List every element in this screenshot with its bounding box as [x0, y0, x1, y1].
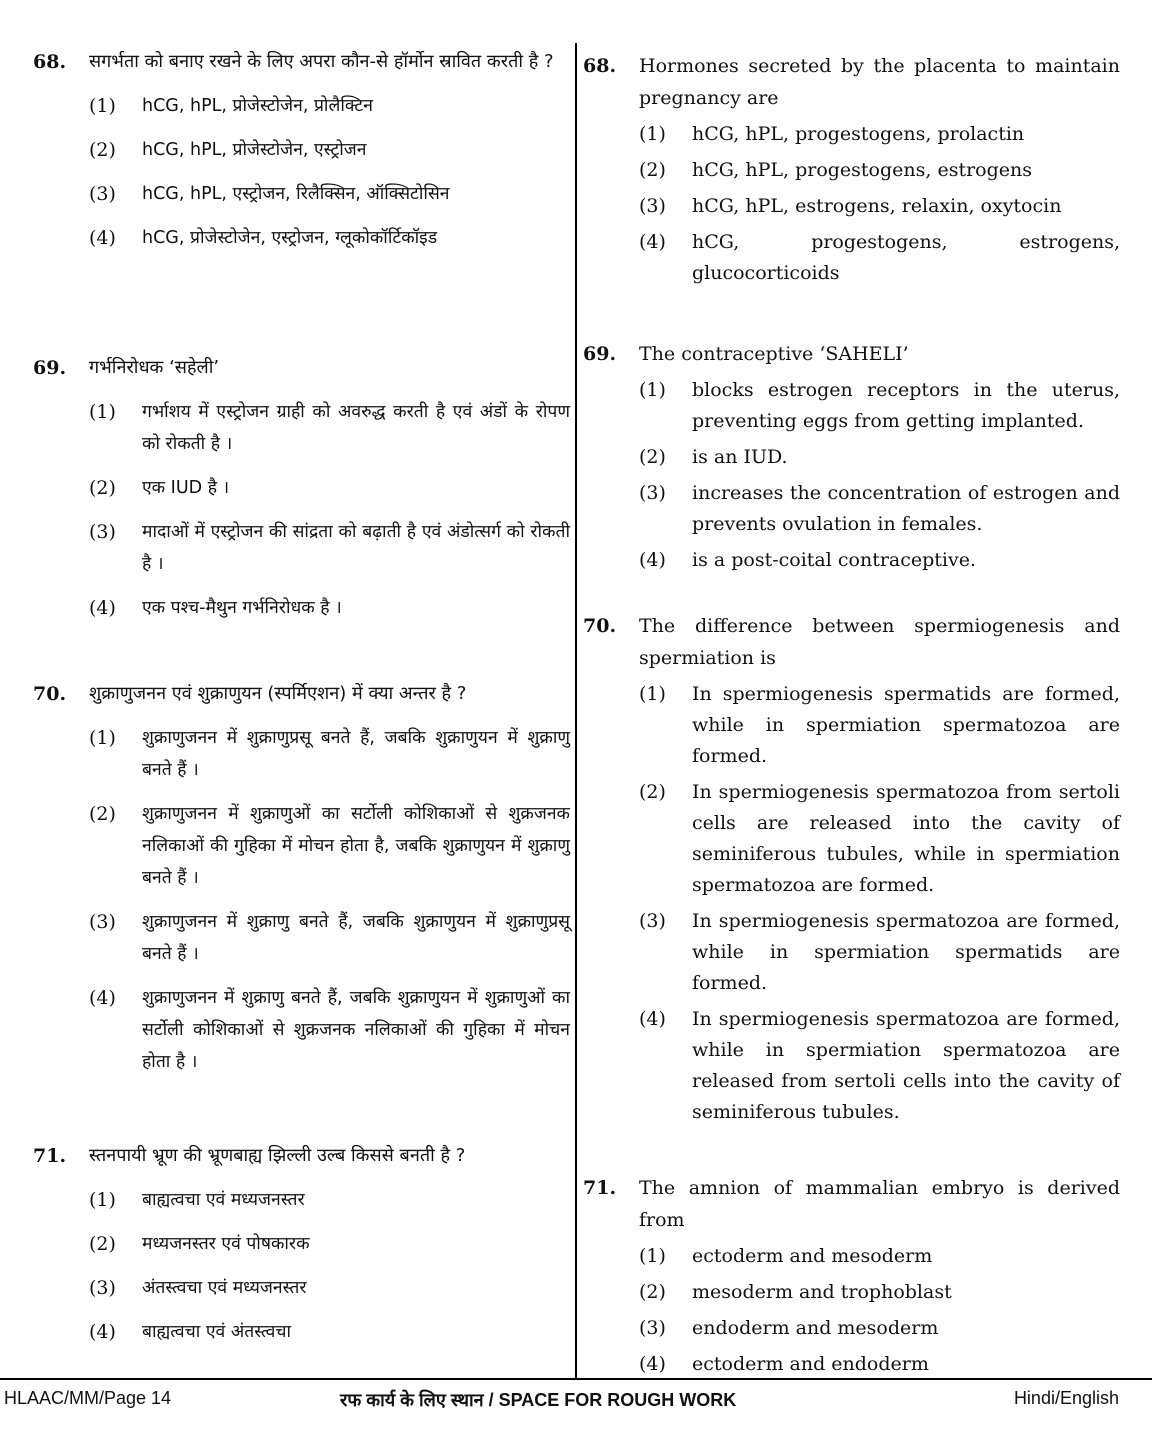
option: (2) In spermiogenesis spermatozoa from sertoli cells are released into the cavity of seminiferous tubules, while in spermiation spermatozoa are formed. [639, 781, 1120, 896]
question-70-en [583, 610, 1120, 1128]
question-number: 69. [33, 357, 67, 379]
question-number: 70. [33, 683, 67, 705]
question-70-hi [33, 678, 570, 1078]
option: (2) mesoderm and trophoblast [639, 1281, 952, 1303]
question-text: गर्भनिरोधक ‘सहेली’ [89, 357, 220, 378]
option: (1) शुक्राणुजनन में शुक्राणुप्रसू बनते हैं, जबकि शुक्राणुयन में शुक्राणु बनते हैं । [89, 727, 570, 780]
option: (3) endoderm and mesoderm [639, 1317, 939, 1339]
option: (4) In spermiogenesis spermatozoa are formed, while in spermiation spermatozoa are released from sertoli cells into the cavity of seminiferous tubules. [639, 1008, 1120, 1123]
option: (2) शुक्राणुजनन में शुक्राणुओं का सर्टोली कोशिकाओं से शुक्रजनक नलिकाओं की गुहिका में मोचन होता है, जबकि शुक्राणुयन में शुक्राणु बनते हैं । [89, 803, 570, 888]
option: (1) In spermiogenesis spermatids are formed, while in spermiation spermatozoa are formed. [639, 683, 1120, 767]
option: (1) blocks estrogen receptors in the uterus, preventing eggs from getting implanted. [639, 379, 1120, 432]
option: (1) बाह्यत्वचा एवं मध्यजनस्तर [89, 1189, 305, 1211]
option: (3) अंतस्त्वचा एवं मध्यजनस्तर [89, 1277, 307, 1299]
option: (4) एक पश्च-मैथुन गर्भनिरोधक है । [89, 597, 342, 619]
option: (2) is an IUD. [639, 446, 788, 468]
option: (2) मध्यजनस्तर एवं पोषकारक [89, 1233, 310, 1255]
option: (3) In spermiogenesis spermatozoa are formed, while in spermiation spermatids are formed. [639, 910, 1120, 994]
question-text: सगर्भता को बनाए रखने के लिए अपरा कौन-से हॉर्मोन स्रावित करती है ? [89, 51, 554, 72]
question-text: Hormones secreted by the placenta to maintain pregnancy are [639, 55, 1120, 109]
option: (3) hCG, hPL, एस्ट्रोजन, रिलैक्सिन, ऑक्सिटोसिन [89, 183, 450, 205]
question-text: स्तनपायी भ्रूण की भ्रूणबाह्य झिल्ली उल्ब किससे बनती है ? [89, 1145, 466, 1166]
option: (1) ectoderm and mesoderm [639, 1245, 933, 1267]
question-number: 68. [33, 51, 67, 73]
option: (3) शुक्राणुजनन में शुक्राणु बनते हैं, जबकि शुक्राणुयन में शुक्राणुप्रसू बनते हैं । [89, 911, 570, 964]
question-68-en [583, 50, 1120, 289]
language-label: Hindi/English [1013, 1388, 1119, 1408]
page-footer [0, 1388, 1152, 1418]
question-69-hi [33, 352, 570, 624]
rough-work-label: रफ कार्य के लिए स्थान / SPACE FOR ROUGH WORK [340, 1390, 737, 1410]
column-divider [575, 43, 577, 1378]
option: (4) hCG, progestogens, estrogens, glucocorticoids [639, 231, 1120, 284]
page-code: HLAAC/MM/Page 14 [4, 1388, 172, 1408]
option: (2) एक IUD है । [89, 477, 230, 499]
option: (3) increases the concentration of estrogen and prevents ovulation in females. [639, 482, 1120, 535]
option: (4) शुक्राणुजनन में शुक्राणु बनते हैं, जबकि शुक्राणुयन में शुक्राणुओं का सर्टोली कोशिकाओं से शुक्रजनक नलिकाओं की गुहिका में मोचन होता है । [89, 987, 570, 1072]
option: (4) बाह्यत्वचा एवं अंतस्त्वचा [89, 1321, 292, 1343]
question-68-hi [33, 46, 570, 254]
option: (2) hCG, hPL, progestogens, estrogens [639, 159, 1033, 181]
option: (3) मादाओं में एस्ट्रोजन की सांद्रता को बढ़ाती है एवं अंडोत्सर्ग को रोकती है । [89, 521, 570, 574]
question-number: 71. [33, 1145, 67, 1167]
question-number: 70. [583, 615, 617, 637]
option: (1) hCG, hPL, progestogens, prolactin [639, 123, 1025, 145]
question-71-hi [33, 1140, 570, 1348]
question-text: शुक्राणुजनन एवं शुक्राणुयन (स्पर्मिएशन) में क्या अन्तर है ? [89, 683, 467, 704]
question-number: 69. [583, 343, 617, 365]
option: (4) is a post-coital contraceptive. [639, 549, 977, 571]
option: (4) ectoderm and endoderm [639, 1353, 929, 1375]
question-text: The difference between spermiogenesis and spermiation is [639, 615, 1120, 669]
option: (3) hCG, hPL, estrogens, relaxin, oxytocin [639, 195, 1062, 217]
question-text: The amnion of mammalian embryo is derived from [639, 1177, 1120, 1231]
question-71-en [583, 1172, 1120, 1380]
option: (1) hCG, hPL, प्रोजेस्टोजेन, प्रोलैक्टिन [89, 95, 373, 117]
question-number: 68. [583, 55, 617, 77]
question-text: The contraceptive ‘SAHELI’ [639, 343, 909, 365]
option: (4) hCG, प्रोजेस्टोजेन, एस्ट्रोजन, ग्लूकोकॉर्टिकॉइड [89, 227, 438, 249]
question-number: 71. [583, 1177, 617, 1199]
option: (1) गर्भाशय में एस्ट्रोजन ग्राही को अवरुद्ध करती है एवं अंडों के रोपण को रोकती है । [89, 401, 570, 454]
question-69-en [583, 338, 1120, 576]
option: (2) hCG, hPL, प्रोजेस्टोजेन, एस्ट्रोजन [89, 139, 367, 161]
